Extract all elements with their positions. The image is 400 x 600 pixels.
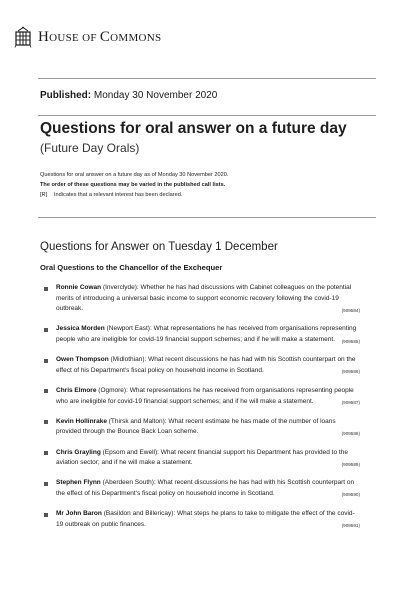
member-name: Owen Thompson <box>56 356 109 364</box>
bullet-icon <box>44 287 48 291</box>
member-name: Jessica Morden <box>56 325 105 333</box>
question-item <box>40 417 360 438</box>
member-name: Ronnie Cowan <box>56 284 102 291</box>
constituency: (Newport East): <box>106 325 152 333</box>
constituency: (Epsom and Ewell): <box>102 448 159 456</box>
constituency: (Aberdeen South): <box>102 479 156 487</box>
intro-line: Questions for oral answer on a future day as of Monday 30 November 2020. <box>40 172 229 178</box>
bullet-icon <box>44 513 48 517</box>
member-name: Stephen Flynn <box>56 479 101 487</box>
question-text: Whether he has had discussions with Cabinet colleagues on the potential merits of introducing a universal basic income to support economic recovery following the covid-19 outbreak. <box>56 284 352 313</box>
constituency: (Ogmore): <box>98 386 128 394</box>
question-text: What recent discussions he has had with his Scottish counterpart on the effect of his Department's fiscal policy on household income in Scotland. <box>56 356 356 374</box>
divider <box>38 115 376 116</box>
constituency: (Thirsk and Malton): <box>108 417 167 425</box>
house-of-commons-wordmark: HOUSE OF COMMONS <box>38 28 162 45</box>
divider <box>38 217 376 218</box>
divider <box>38 78 376 79</box>
question-text: What steps he plans to take to mitigate the effect of the covid-19 outbreak on public finances. <box>56 510 355 528</box>
member-name: Chris Grayling <box>56 448 101 456</box>
published-line <box>40 90 217 101</box>
intro-order-note: The order of these questions may be varied in the published call lists. <box>40 182 226 188</box>
question-text: What recent discussions he has had with his Scottish counterpart on the effect of his Department's fiscal policy on household income in Scotland. <box>56 479 355 497</box>
constituency: (Basildon and Billericay): <box>103 510 176 518</box>
intro-interest-note: [R] Indicates that a relevant interest has been declared. <box>40 192 183 198</box>
interest-tag: [R] <box>40 192 48 198</box>
question-item <box>40 478 360 499</box>
published-date: Monday 30 November 2020 <box>93 90 218 101</box>
bullet-icon <box>44 328 48 332</box>
question-list <box>40 283 360 540</box>
question-number: (909586) <box>341 369 360 375</box>
house-of-commons-header <box>14 26 161 48</box>
bullet-icon <box>44 420 48 424</box>
document-subtitle: (Future Day Orals) <box>40 141 140 155</box>
question-item <box>40 509 360 530</box>
question-text: What representations he has received from organisations representing people who are ineligible for covid-19 financial support schemes; and if he will make a statement. <box>56 325 357 343</box>
constituency: (Inverclyde): <box>102 284 139 291</box>
question-item <box>40 355 360 376</box>
document-title: Questions for oral answer on a future day <box>40 120 347 137</box>
question-text: What recent financial support his Department has provided to the aviation sector; and if he will make a statement. <box>56 448 348 467</box>
sub-heading: Oral Questions to the Chancellor of the Exchequer <box>40 263 223 272</box>
question-number: (909585) <box>341 338 360 344</box>
question-number: (909587) <box>341 400 360 406</box>
question-item <box>40 386 360 407</box>
bullet-icon <box>44 482 48 486</box>
question-number: (909589) <box>341 461 360 467</box>
question-text: What representations he has received from organisations representing people who are ineligible for covid-19 financial support schemes; and if he will make a statement. <box>56 386 354 405</box>
question-number: (909588) <box>341 430 360 436</box>
bullet-icon <box>44 451 48 455</box>
question-item <box>40 283 360 315</box>
published-label: Published: <box>40 90 92 101</box>
member-name: Mr John Baron <box>56 510 102 518</box>
question-item <box>40 324 360 345</box>
portcullis-icon <box>14 26 32 48</box>
question-text: What recent estimate he has made of the number of loans provided through the Bounce Back Loan scheme. <box>56 417 336 436</box>
intro-notes <box>40 170 360 200</box>
constituency: (Midlothian): <box>110 356 147 364</box>
member-name: Kevin Hollinrake <box>56 417 107 425</box>
question-number: (909584) <box>341 307 360 313</box>
bullet-icon <box>44 389 48 393</box>
question-number: (909591) <box>341 523 360 529</box>
member-name: Chris Elmore <box>56 386 97 394</box>
question-number: (909590) <box>341 492 360 498</box>
question-item <box>40 448 360 469</box>
section-heading: Questions for Answer on Tuesday 1 December <box>40 241 278 253</box>
bullet-icon <box>44 359 48 363</box>
